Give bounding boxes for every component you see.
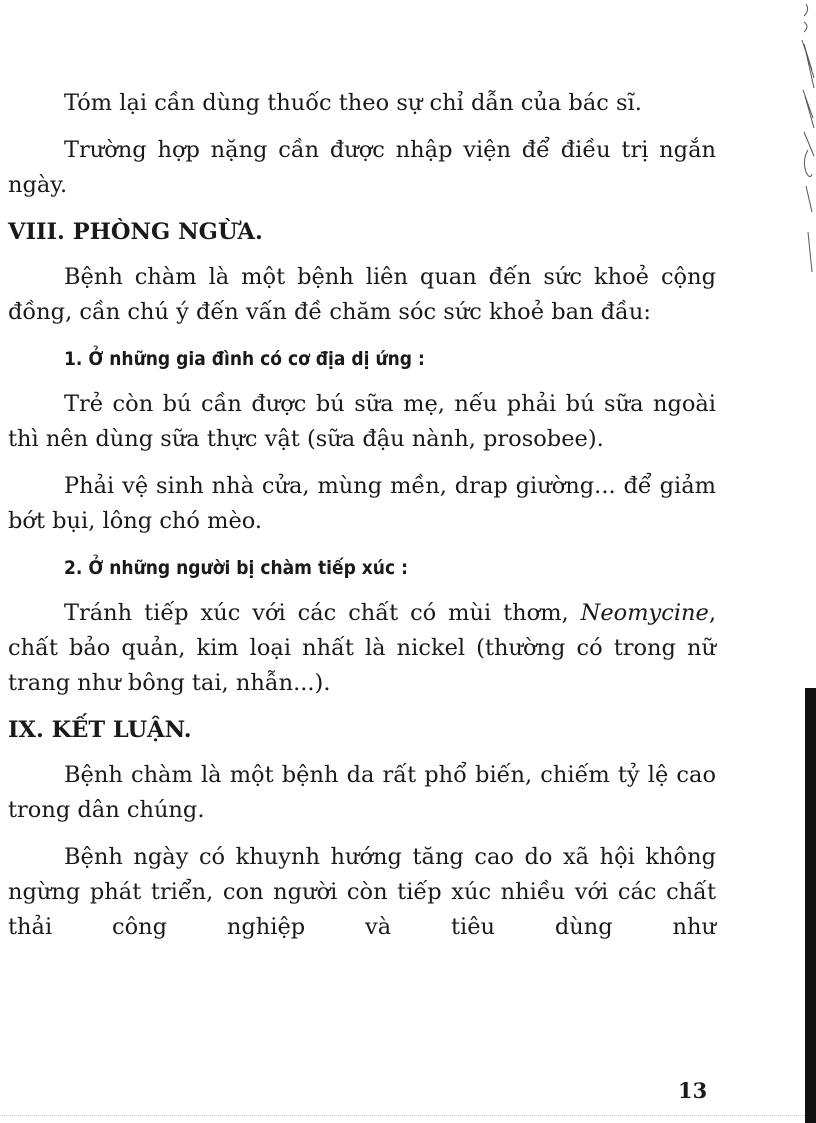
text-run: Tránh tiếp xúc với các chất có mùi thơm, xyxy=(64,600,581,626)
page-number: 13 xyxy=(678,1078,708,1103)
paragraph: Phải vệ sinh nhà cửa, mùng mền, drap giường... để giảm bớt bụi, lông chó mèo. xyxy=(8,473,716,534)
paragraph: Bệnh ngày có khuynh hướng tăng cao do xã hội không ngừng phát triển, con người còn tiếp xúc nhiều với các chất thải công nghiệp và tiêu dùng như xyxy=(8,844,716,940)
paragraph: Tóm lại cần dùng thuốc theo sự chỉ dẫn của bác sĩ. xyxy=(64,90,642,116)
italic-term: Neomycine xyxy=(580,600,709,626)
paragraph: Trường hợp nặng cần được nhập viện để điều trị ngắn ngày. xyxy=(8,137,716,198)
paragraph: Bệnh chàm là một bệnh da rất phổ biến, chiếm tỷ lệ cao trong dân chúng. xyxy=(8,762,716,823)
page-body xyxy=(8,86,716,957)
scan-edge-marks xyxy=(792,0,816,320)
subheading-allergy-families: 1. Ở những gia đình có cơ địa dị ứng : xyxy=(64,348,425,370)
scan-bottom-edge xyxy=(0,1115,805,1117)
section-heading-conclusion: IX. KẾT LUẬN. xyxy=(8,717,192,743)
section-heading-prevention: VIII. PHÒNG NGỪA. xyxy=(8,219,263,245)
subheading-contact-eczema: 2. Ở những người bị chàm tiếp xúc : xyxy=(64,557,408,579)
text-run: , chất bảo quản, kim loại nhất là nickel (thường có trong nữ trang như bông tai, nhẫn...). xyxy=(8,600,716,696)
scan-binding-shadow xyxy=(805,688,816,1123)
paragraph: Trẻ còn bú cần được bú sữa mẹ, nếu phải bú sữa ngoài thì nên dùng sữa thực vật (sữa đậu nành, prosobee). xyxy=(8,391,716,452)
paragraph: Bệnh chàm là một bệnh liên quan đến sức khoẻ cộng đồng, cần chú ý đến vấn đề chăm sóc sức khoẻ ban đầu: xyxy=(8,264,716,325)
paragraph xyxy=(8,596,716,701)
